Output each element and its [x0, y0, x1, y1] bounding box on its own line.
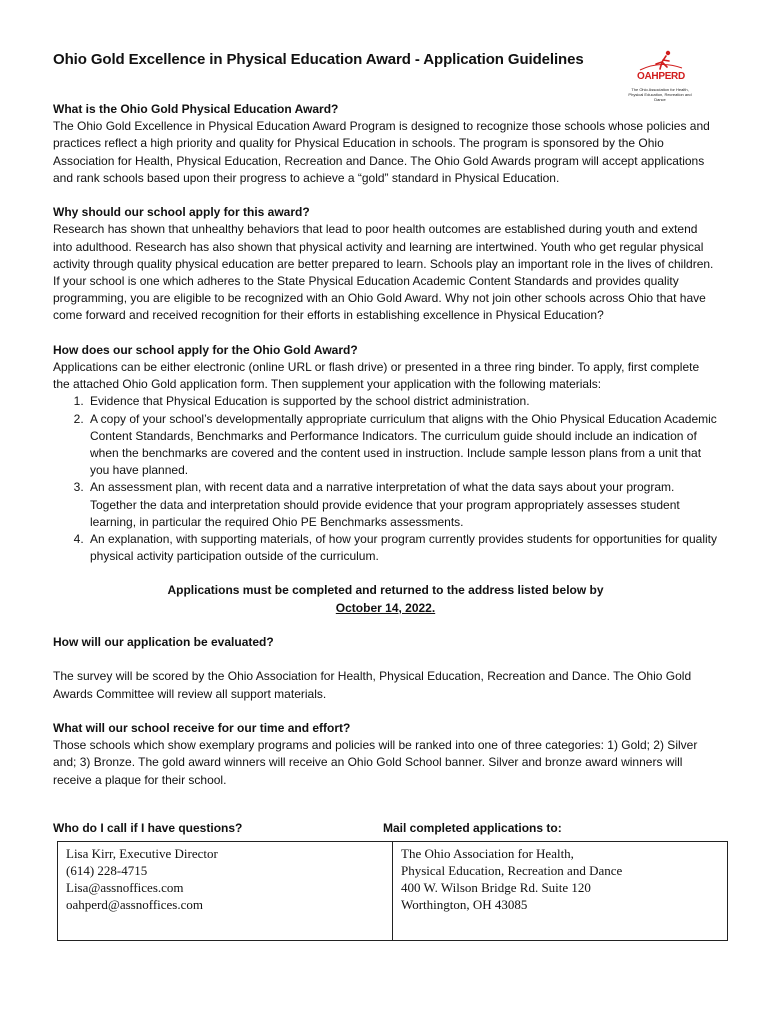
- contact-phone: (614) 228-4715: [66, 863, 148, 878]
- section-text: Research has shown that unhealthy behaviors that lead to poor health outcomes are established during youth and extend into adulthood. Research has also shown that physical activity and learning are intertwined. Youth who get regular physical activity through quality physical education are better prepared to learn. Schools play an important role in the lives of children. If your school is one which adheres to the State Physical Education Academic Content Standards and provides quality programming, you are eligible to be recognized with an Ohio Gold Award. Why not join other schools across Ohio that have come forward and received recognition for their efforts in establishing excellence in Physical Education?: [53, 222, 714, 323]
- section-why: [53, 204, 718, 324]
- questions-heading: Who do I call if I have questions?: [53, 821, 243, 835]
- address-line: 400 W. Wilson Bridge Rd. Suite 120: [401, 880, 591, 895]
- oahperd-logo: [624, 50, 696, 104]
- runner-figure-icon: [636, 50, 684, 72]
- section-how: [53, 342, 718, 566]
- materials-list: [87, 393, 718, 565]
- section-text: Applications can be either electronic (online URL or flash drive) or presented in a three ring binder. To apply, first complete the attached Ohio Gold application form. Then supplement your application with the following materials:: [53, 360, 700, 392]
- logo-tagline: The Ohio Association for Health, Physical Education, Recreation and Dance: [628, 87, 692, 102]
- list-item: 1. Evidence that Physical Education is supported by the school district administration.: [87, 393, 718, 410]
- mailing-address-cell: [392, 842, 727, 940]
- contact-table: [57, 841, 728, 941]
- page-title: Ohio Gold Excellence in Physical Education Award - Application Guidelines: [53, 51, 584, 68]
- deadline-notice: [53, 582, 718, 616]
- deadline-date: October 14, 2022.: [335, 600, 436, 615]
- section-evaluated: [53, 634, 718, 703]
- list-item: 4. An explanation, with supporting materials, of how your program currently provides students for opportunities for quality physical activity participation outside of the curriculum.: [87, 531, 718, 565]
- section-heading: How does our school apply for the Ohio Gold Award?: [53, 342, 358, 357]
- section-text: The Ohio Gold Excellence in Physical Education Award Program is designed to recognize those schools whose policies and practices reflect a high priority and quality for Physical Education in schools. The program is sponsored by the Ohio Association for Health, Physical Education, Recreation and Dance. The Ohio Gold Awards program will accept applications and rank schools based upon their progress to achieve a “gold” standard in Physical Education.: [53, 119, 710, 185]
- section-heading: Why should our school apply for this award?: [53, 205, 310, 220]
- list-item: 2. A copy of your school’s developmentally appropriate curriculum that aligns with the Ohio Physical Education Academic Content Standards, Benchmarks and Performance Indicators. The curriculum guide should include an indication of when the benchmarks are covered and the content used in instruction. Include sample lesson plans from a unit that you have planned.: [87, 411, 718, 480]
- contact-email: Lisa@assnoffices.com: [66, 880, 184, 895]
- address-line: Physical Education, Recreation and Dance: [401, 863, 623, 878]
- mail-heading: Mail completed applications to:: [383, 821, 562, 835]
- logo-wordmark: OAHPERD: [637, 71, 685, 82]
- list-item: 3. An assessment plan, with recent data and a narrative interpretation of what the data says about your program. Together the data and interpretation should provide evidence that your program appropriately assesses student learning, in particular the required Ohio PE Benchmarks assessments.: [87, 479, 718, 531]
- section-what: [53, 101, 718, 187]
- document-body: [53, 101, 718, 806]
- address-line: The Ohio Association for Health,: [401, 846, 574, 861]
- address-line: Worthington, OH 43085: [401, 897, 528, 912]
- section-text: Those schools which show exemplary programs and policies will be ranked into one of three categories: 1) Gold; 2) Silver and; 3) Bronze. The gold award winners will receive an Ohio Gold School banner. Silver and bronze award winners will receive a plaque for their school.: [53, 738, 698, 787]
- section-heading: How will our application be evaluated?: [53, 635, 274, 650]
- section-heading: What is the Ohio Gold Physical Education Award?: [53, 102, 339, 116]
- contact-email-alt: oahperd@assnoffices.com: [66, 897, 203, 912]
- section-text: The survey will be scored by the Ohio Association for Health, Physical Education, Recreation and Dance. The Ohio Gold Awards Committee will review all support materials.: [53, 669, 692, 701]
- deadline-text: Applications must be completed and returned to the address listed below by: [167, 583, 604, 598]
- section-heading: What will our school receive for our time and effort?: [53, 721, 351, 736]
- contact-name: Lisa Kirr, Executive Director: [66, 846, 218, 861]
- section-receive: [53, 720, 718, 789]
- contact-person-cell: [58, 842, 392, 940]
